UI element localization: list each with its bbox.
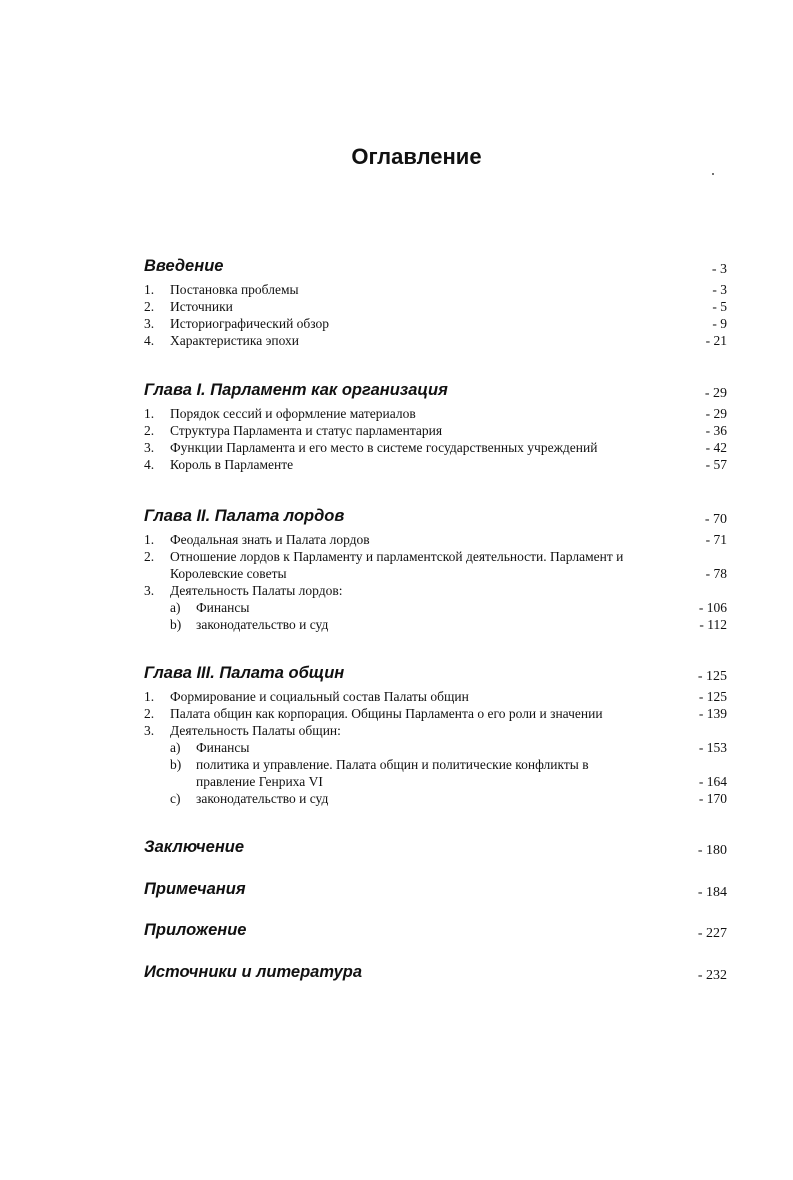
item-text: Отношение лордов к Парламенту и парламентской деятельности. Парламент и Королевские советы (170, 549, 624, 581)
toc-item (0, 422, 793, 439)
toc-item (0, 722, 793, 739)
section-page: - 125 (697, 669, 727, 684)
toc-subitem (0, 756, 793, 790)
item-number: 2. (144, 706, 155, 721)
toc-item (0, 332, 793, 349)
toc-item (0, 688, 793, 705)
item-page: - 57 (705, 457, 727, 472)
item-number: 2. (144, 549, 155, 564)
section-page: - 184 (697, 885, 727, 900)
item-number: 1. (144, 532, 155, 547)
section-title: Глава I. Парламент как организация (144, 381, 448, 399)
item-text: Палата общин как корпорация. Общины Парламента о его роли и значении (170, 706, 603, 721)
toc-item (0, 456, 793, 473)
section-chapter-1 (0, 381, 793, 473)
section-heading (0, 921, 793, 943)
item-number: 3. (144, 316, 155, 331)
section-page: - 227 (697, 926, 727, 941)
item-text: политика и управление. Палата общин и политические конфликты в правление Генриха VI (196, 757, 589, 789)
item-number: 4. (144, 457, 155, 472)
item-text: Формирование и социальный состав Палаты общин (170, 689, 469, 704)
item-text: Структура Парламента и статус парламентария (170, 423, 443, 438)
item-text: законодательство и суд (196, 617, 329, 632)
item-text: Порядок сессий и оформление материалов (170, 406, 416, 421)
section-page: - 70 (704, 512, 727, 527)
section-heading (0, 381, 793, 403)
section-page: - 29 (704, 386, 727, 401)
item-number: a) (170, 740, 181, 755)
item-page: - 42 (705, 440, 727, 455)
section-page: - 180 (697, 843, 727, 858)
section-conclusion (0, 838, 793, 860)
item-number: 3. (144, 583, 155, 598)
stray-dot (712, 173, 714, 175)
item-text: Финансы (196, 740, 250, 755)
item-page: - 125 (698, 689, 727, 704)
section-title: Приложение (144, 921, 247, 939)
item-page: - 9 (712, 316, 727, 331)
item-text: Источники (170, 299, 233, 314)
item-page: - 170 (698, 791, 727, 806)
toc-item (0, 582, 793, 599)
section-page: - 232 (697, 968, 727, 983)
section-title: Источники и литература (144, 963, 363, 981)
item-text: Функции Парламента и его место в системе государственных учреждений (170, 440, 598, 455)
item-page: - 71 (705, 532, 727, 547)
item-page: - 112 (699, 617, 727, 632)
item-page: - 36 (705, 423, 727, 438)
item-text: Финансы (196, 600, 250, 615)
toc-item (0, 298, 793, 315)
toc-item (0, 705, 793, 722)
section-title: Введение (144, 257, 224, 275)
item-text: Историографический обзор (170, 316, 330, 331)
section-heading (0, 507, 793, 529)
toc-subitem (0, 599, 793, 616)
item-number: c) (170, 791, 181, 806)
section-page: - 3 (711, 262, 727, 277)
item-number: 3. (144, 440, 155, 455)
section-title: Примечания (144, 880, 246, 898)
toc-item (0, 405, 793, 422)
section-intro (0, 257, 793, 349)
toc-item (0, 281, 793, 298)
section-chapter-2 (0, 507, 793, 633)
item-page: - 21 (705, 333, 727, 348)
section-heading (0, 257, 793, 279)
item-text: Характеристика эпохи (170, 333, 299, 348)
section-heading (0, 664, 793, 686)
toc-item (0, 548, 793, 582)
item-text: Деятельность Палаты лордов: (170, 583, 343, 598)
section-chapter-3 (0, 664, 793, 807)
section-heading (0, 880, 793, 902)
item-number: 3. (144, 723, 155, 738)
item-number: b) (170, 757, 182, 772)
toc-subitem (0, 616, 793, 633)
section-heading (0, 963, 793, 985)
item-number: 1. (144, 406, 155, 421)
item-page: - 164 (698, 774, 727, 789)
item-page: - 106 (698, 600, 727, 615)
toc-item (0, 531, 793, 548)
item-number: 2. (144, 423, 155, 438)
item-text: законодательство и суд (196, 791, 329, 806)
page-title: Оглавление (351, 144, 482, 169)
item-page: - 5 (712, 299, 727, 314)
toc-item (0, 439, 793, 456)
toc-subitem (0, 739, 793, 756)
item-number: 1. (144, 282, 155, 297)
item-number: a) (170, 600, 181, 615)
section-title: Глава III. Палата общин (144, 664, 345, 682)
toc-item (0, 315, 793, 332)
item-number: 1. (144, 689, 155, 704)
item-text: Король в Парламенте (170, 457, 294, 472)
toc-subitem (0, 790, 793, 807)
item-page: - 3 (712, 282, 727, 297)
section-sources (0, 963, 793, 985)
item-page: - 29 (705, 406, 727, 421)
item-page: - 139 (698, 706, 727, 721)
item-page: - 78 (705, 566, 727, 581)
section-notes (0, 880, 793, 902)
item-text: Деятельность Палаты общин: (170, 723, 341, 738)
item-text: Постановка проблемы (170, 282, 299, 297)
item-text: Феодальная знать и Палата лордов (170, 532, 370, 547)
section-title: Заключение (144, 838, 245, 856)
section-heading (0, 838, 793, 860)
item-page: - 153 (698, 740, 727, 755)
section-appendix (0, 921, 793, 943)
item-number: 2. (144, 299, 155, 314)
item-number: 4. (144, 333, 155, 348)
item-number: b) (170, 617, 182, 632)
section-title: Глава II. Палата лордов (144, 507, 345, 525)
